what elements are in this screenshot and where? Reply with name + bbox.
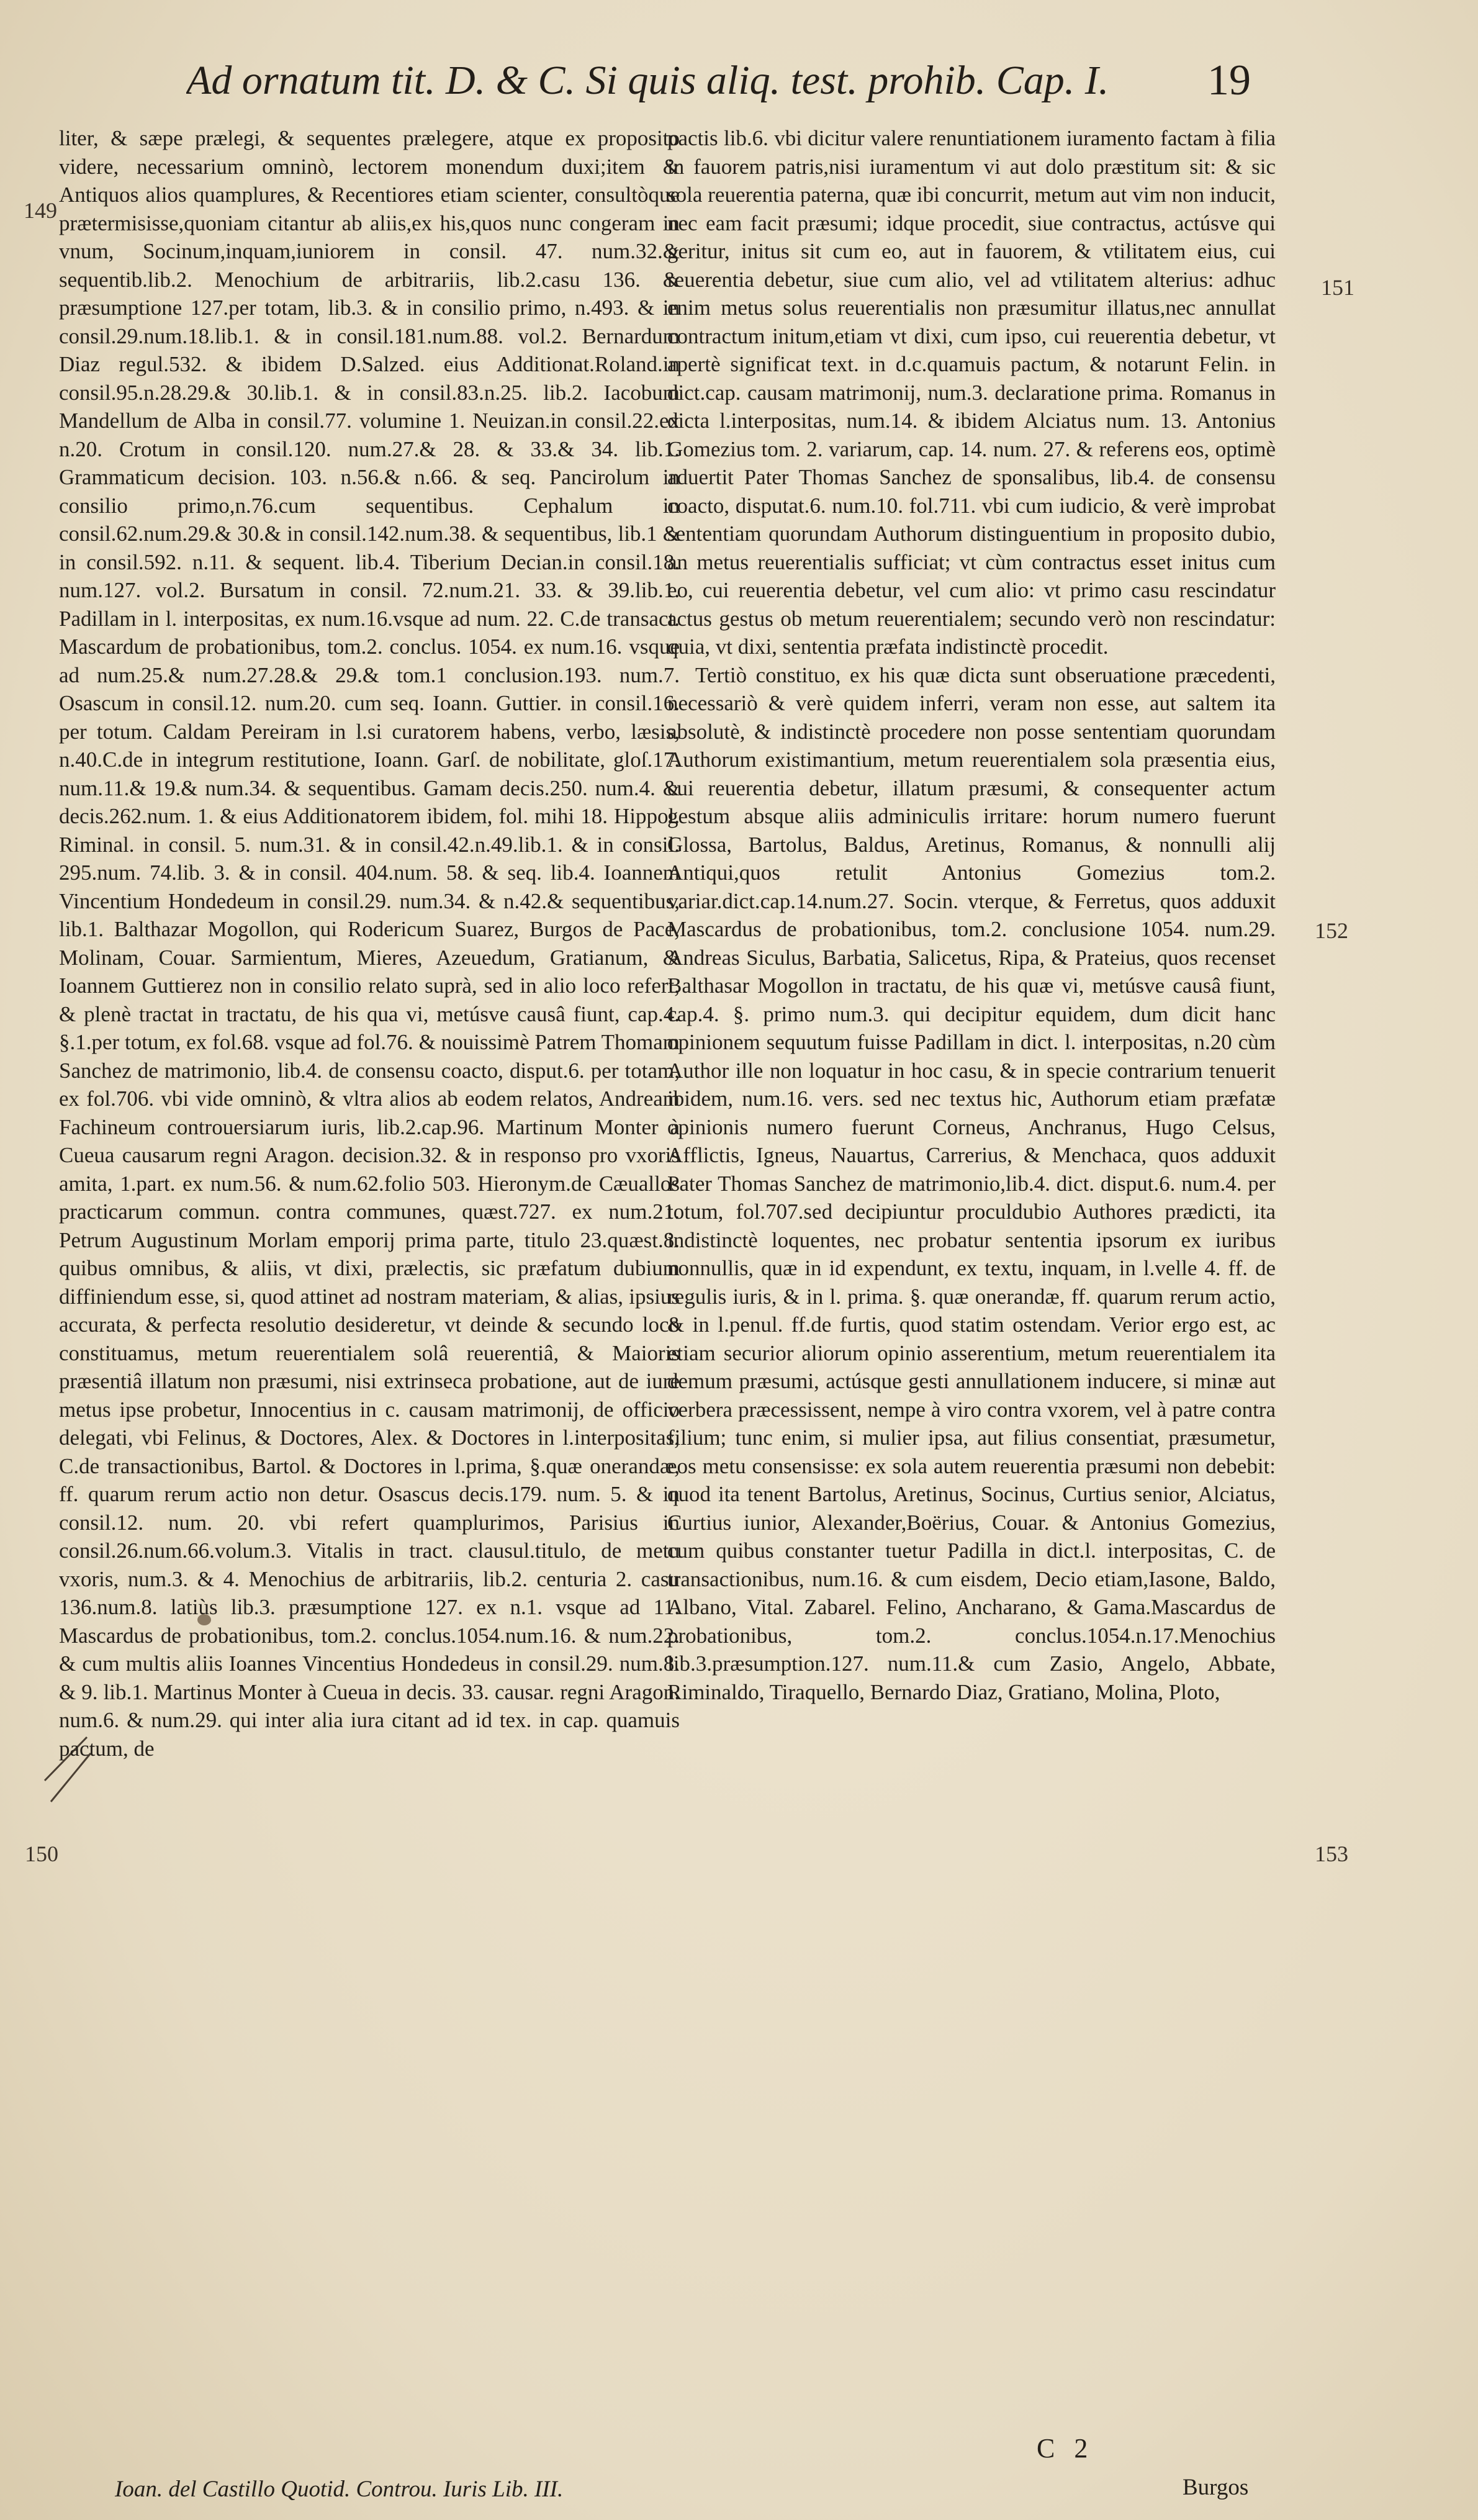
left-column-text: liter, & sæpe prælegi, & sequentes prælegere, atque ex proposito videre, necessarium omninò, lectorem monendum duxi;item & Antiquos alios quamplures, & Recentiores etiam scienter, consultòque prætermisisse,quoniam citantur ab aliis,ex his,quos nunc congeram in vnum, Socinum,inquam,iuniorem in consil. 47. num.32.& sequentib.lib.2. Menochium de arbitrariis, lib.2.casu 136. & præsumptione 127.per totam, lib.3. & in consilio primo, n.493. & in consil.29.num.18.lib.1. & in consil.181.num.88. vol.2. Bernardum Diaz regul.532. & ibidem D.Salzed. eius Additionat.Roland.in consil.95.n.28.29.& 30.lib.1. & in consil.83.n.25. lib.2. Iacobum Mandellum de Alba in consil.77. volumine 1. Neuizan.in consil.22.ex n.20. Crotum in consil.120. num.27.& 28. & 33.& 34. lib.1. Grammaticum decision. 103. n.56.& n.66. & seq. Pancirolum in consilio primo,n.76.cum sequentibus. Cephalum in consil.62.num.29.& 30.& in consil.142.num.38. & sequentibus, lib.1 & in consil.592. n.11. & sequent. lib.4. Tiberium Decian.in consil.18. num.127. vol.2. Bursatum in consil. 72.num.21. 33. & 39.lib.1. Padillam in l. interpositas, ex num.16.vsque ad num. 22. C.de transact. Mascardum de probationibus, tom.2. conclus. 1054. ex num.16. vsque ad num.25.& num.27.28.& 29.& tom.1 conclusion.193. num.7. Osascum in consil.12. num.20. cum seq. Ioann. Guttier. in consil.16. per totum. Caldam Pereiram in l.si curatorem habens, verbo, læsis, n.40.C.de in integrum restitutione, Ioann. Garſ. de nobilitate, gloſ.17. num.11.& 19.& num.34. & sequentibus. Gamam decis.250. num.4. & decis.262.num. 1. & eius Additionatorem ibidem, fol. mihi 18. Hippol. Riminal. in consil. 5. num.31. & in consil.42.n.49.lib.1. & in consil. 295.num. 74.lib. 3. & in consil. 404.num. 58. & seq. lib.4. Ioannem Vincentium Hondedeum in consil.29. num.34. & n.42.& sequentibus, lib.1. Balthazar Mogollon, qui Rodericum Suarez, Burgos de Pace, Molinam, Couar. Sarmientum, Mieres, Azeuedum, Gratianum, & Ioannem Guttierez non in consilio relato suprà, sed in alio loco refert, & plenè tractat in tractatu, de his qua vi, metúsve causâ fiunt, cap.4. §.1.per totum, ex fol.68. vsque ad fol.76. & nouissimè Patrem Thomam Sanchez de matrimonio, lib.4. de consensu coacto, disput.6. per totam, ex fol.706. vbi vide omninò, & vltra alios ab eodem relatos, Andream Fachineum controuersiarum iuris, lib.2.cap.96. Martinum Monter à Cueua causarum regni Aragon. decision.32. & in responso pro vxoris amita, 1.part. ex num.56. & num.62.folio 503. Hieronym.de Cæuallos practicarum commun. contra communes, quæst.727. ex num.21. Petrum Augustinum Morlam emporij prima parte, titulo 23.quæst.8. quibus omnibus, & aliis, vt dixi, prælectis, sic præfatum dubium diffiniendum esse, si, quod attinet ad nostram materiam, & alias, ipsius accurata, & perfecta resolutio desideretur, vt deinde & secundo loco constituamus, metum reuerentialem solâ reuerentiâ, & Maioris præsentiâ illatum non præsumi, nisi extrinseca probatione, aut de iure metus ipse probetur, Innocentius in c. causam matrimonij, de officio delegati, vbi Felinus, & Doctores, Alex. & Doctores in l.interpositas, C.de transactionibus, Bartol. & Doctores in l.prima, §.quæ onerandæ, ff. quarum rerum actio non detur. Osascus decis.179. num. 5. & in consil.12. num. 20. vbi refert quamplurimos, Parisius in consil.26.num.66.volum.3. Vitalis in tract. clausul.titulo, de metu vxoris, num.3. & 4. Menochius de arbitrariis, lib.2. centuria 2. casu 136.num.8. latiùs lib.3. præsumptione 127. ex n.1. vsque ad 11. Mascardus de probationibus, tom.2. conclus.1054.num.16. & num.22. & cum multis aliis Ioannes Vincentius Hondedeus in consil.29. num.8. & 9. lib.1. Martinus Monter à Cueua in decis. 33. causar. regni Aragon. num.6. & num.29. qui inter alia iura citant ad id tex. in cap. quamuis pactum, de — [59, 126, 680, 1761]
margin-number-151: 151 — [1321, 275, 1354, 300]
signature-mark: C 2 — [1037, 2433, 1094, 2464]
margin-number-149: 149 — [24, 198, 57, 223]
right-paragraph-2: Tertiò constituo, ex his quæ dicta sunt obseruatione præcedenti, necessariò & verè quidem inferri, veram non esse, aut saltem ita absolutè, & indistinctè procedere non posse sententiam quorundam Authorum existimantium, metum reuerentialem sola præsentia eius, cui reuerentia debetur, illatum præsumi, & consequenter actum gestum absque aliis adminiculis irritare: horum numero fuerunt Glossa, Bartolus, Baldus, Aretinus, Romanus, & nonnulli alij Antiqui,quos retulit Antonius Gomezius tom.2. variar.dict.cap.14.num.27. Socin. vterque, & Ferretus, quos adduxit Mascardus de probationibus, tom.2. conclusione 1054. num.29. Andreas Siculus, Barbatia, Salicetus, Ripa, & Prateius, quos recenset Balthasar Mogollon in tractatu, de his quæ vi, metúsve causâ fiunt, cap.4. §. primo num.3. qui decipitur equidem, dum dicit hanc opinionem sequutum fuisse Padillam in dict. l. interpositas, n.20 cùm Author ille non loquatur in hoc casu, & in specie contrarium tenuerit ibidem, num.16. vers. sed nec textus hic, Authorum etiam præfatæ opinionis numero fuerunt Corneus, Anchranus, Hugo Celsus, Afflictis, Igneus, Nauartus, Carrerius, & Menchaca, quos adduxit Pater Thomas Sanchez de matrimonio,lib.4. dict. disput.6. num.4. per totum, fol.707.sed decipiuntur proculdubio Authores prædicti, ita indistinctè loquentes, nec probatur sententia ipsorum ex iuribus nonnullis, quæ in id expendunt, ex textu, inquam, in l.velle 4. ff. de regulis iuris, & in l. prima. §. quæ onerandæ, ff. quarum rerum actio, & in l.penul. ff.de furtis, quod statim ostendam. Verior ergo est, ac etiam securior aliorum opinio asserentium, metum reuerentialem ita demum præsumi, actúsque gesti annullationem inducere, si minæ aut verbera præcessissent, nempe à viro contra vxorem, vel à patre contra filium; tunc enim, si mulier ipsa, aut filius consentiat, præsumetur, eos metu consensisse: ex sola autem reuerentia præsumi non debebit: quod ita tenent Bartolus, Aretinus, Socinus, Curtius senior, Alciatus, Curtius iunior, Alexander,Boërius, Couar. & Antonius Gomezius, cum quibus constanter tuetur Padilla in dict.l. interpositas, C. de transactionibus, num.16. & cum eisdem, Decio etiam,Iasone, Baldo, Albano, Vital. Zabarel. Felino, Ancharano, & Gama.Mascardus de probationibus, tom.2. conclus.1054.n.17.Menochius lib.3.præsumption.127. num.11.& cum Zasio, Angelo, Abbate, Riminaldo, Tiraquello, Bernardo Diaz, Gratiano, Molina, Ploto, — [667, 662, 1276, 1704]
page-number: 19 — [1207, 56, 1251, 104]
right-column — [667, 124, 1276, 1706]
running-title: Ad ornatum tit. D. & C. Si quis aliq. test. prohib. Cap. I. — [186, 58, 1109, 103]
catchword: Burgos — [1183, 2475, 1249, 2500]
right-paragraph-1: pactis lib.6. vbi dicitur valere renuntiationem iuramento factam à filia in fauorem patris,nisi iuramentum vi aut dolo præstitum sit: & sic sola reuerentia paterna, quæ ibi concurrit, metum aut vim non inducit, nec eam facit præsumi; idque procedit, siue contractus, actúsve qui geritur, initus sit cum eo, aut in fauorem, & vtilitatem eius, cui reuerentia debetur, siue cum alio, vel ad vtilitatem alterius: adhuc enim metus solus reuerentialis non præsumitur illatus,nec annullat contractum initum,etiam vt dixi, cum ipso, cui reuerentia debetur, vt apertè significat text. in d.c.quamuis pactum, & notarunt Felin. in dict.cap. causam matrimonij, num.3. declaratione prima. Romanus in dicta l.interpositas, num.14. & ibidem Alciatus num. 13. Antonius Gomezius tom. 2. variarum, cap. 14. num. 27. & referens eos, optimè aduertit Pater Thomas Sanchez de sponsalibus, lib.4. de consensu coacto, disputat.6. num.10. fol.711. vbi cum iudicio, & verè improbat sententiam quorundam Authorum distinguentium in proposito dubio, an metus reuerentialis sufficiat; vt cùm contractus esset initus cum eo, cui reuerentia debetur, vel cum alio: vt primo casu rescindatur actus gestus ob metum reuerentialem; secundo verò non rescindatur: quia, vt dixi, sententia præfata indistinctè procedit. — [667, 126, 1276, 659]
margin-number-152: 152 — [1315, 918, 1348, 943]
footer-author-line: Ioan. del Castillo Quotid. Controu. Iuris Lib. III. — [115, 2477, 564, 2502]
margin-number-153: 153 — [1315, 1841, 1348, 1866]
left-column — [59, 124, 680, 1763]
margin-number-150: 150 — [25, 1841, 58, 1866]
